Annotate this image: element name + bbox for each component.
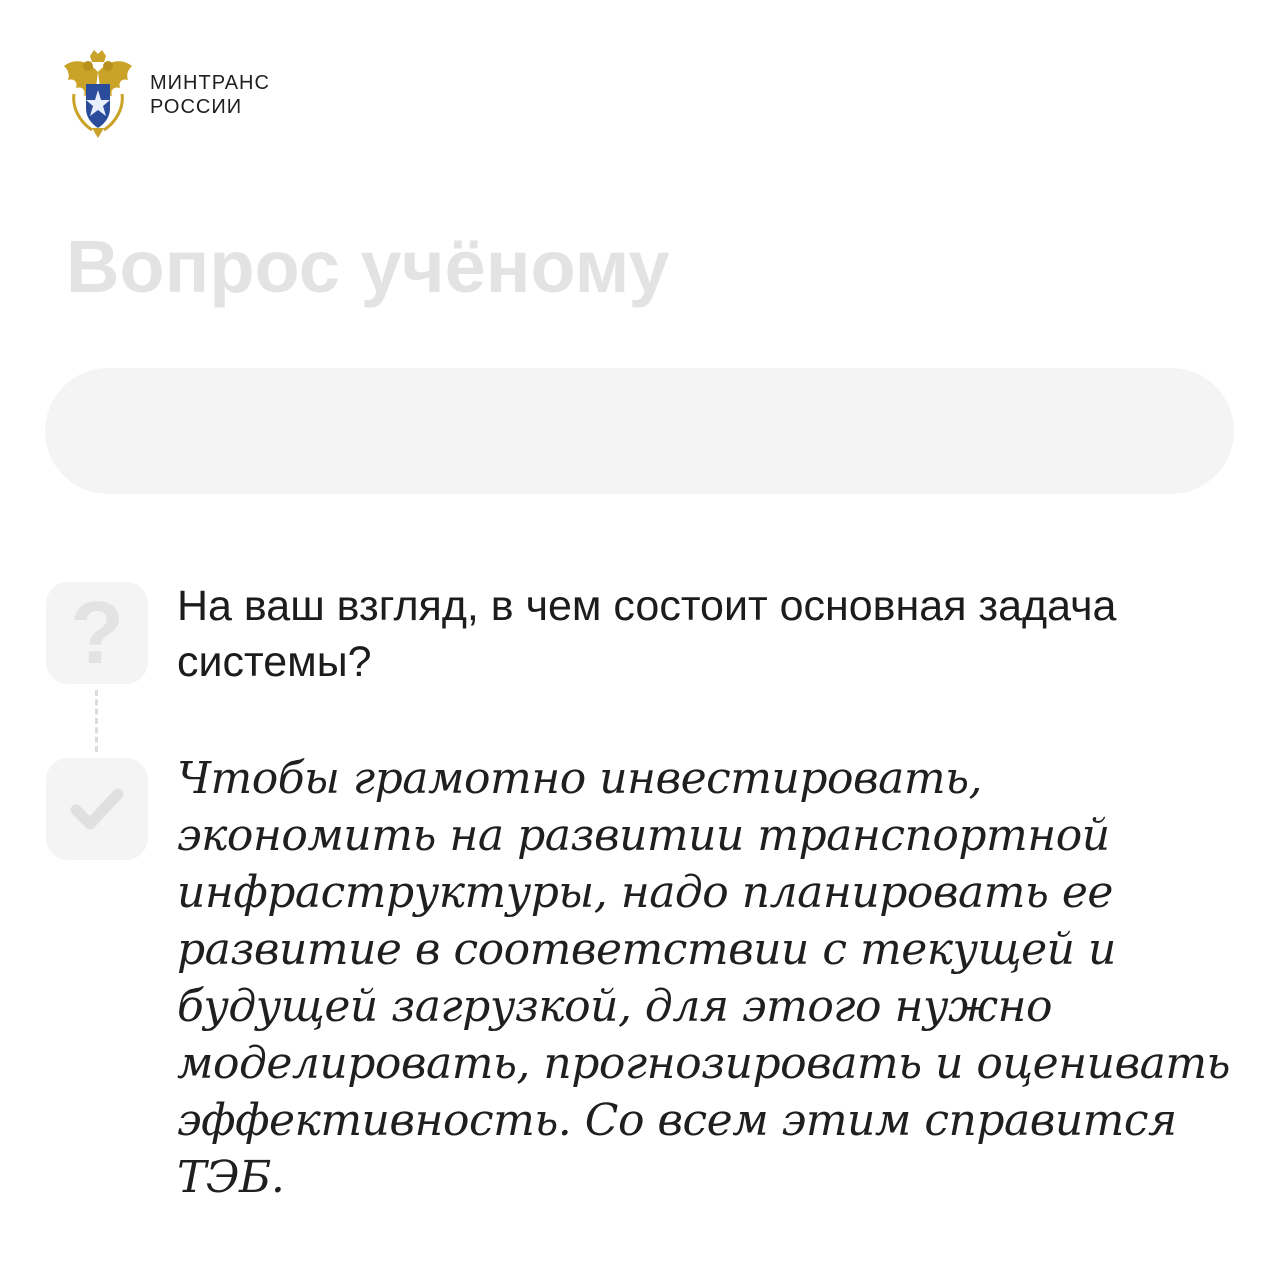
decorative-pill	[45, 368, 1234, 494]
logo-text	[150, 71, 270, 119]
ministry-logo	[60, 50, 270, 140]
page-title: Вопрос учёному	[66, 225, 670, 308]
logo-line-1: МИНТРАНС	[150, 72, 270, 94]
double-headed-eagle-emblem-icon	[60, 50, 136, 140]
question-mark-icon: ?	[70, 583, 124, 682]
answer-text: Чтобы грамотно инвестировать, экономить на развитии транспортной инфраструктуры, надо планировать ее развитие в соответствии с текущей и будущей загрузкой, для этого нужно моделировать, прогнозировать и оценивать эффективность. Со всем этим справится ТЭБ.	[177, 753, 1230, 1203]
question-tile	[46, 582, 148, 684]
dashed-connector	[95, 690, 98, 752]
checkmark-icon	[68, 784, 126, 834]
answer-tile	[46, 758, 148, 860]
logo-line-2: РОССИИ	[150, 96, 243, 118]
question-text: На ваш взгляд, в чем состоит основная задача системы?	[177, 582, 1117, 686]
